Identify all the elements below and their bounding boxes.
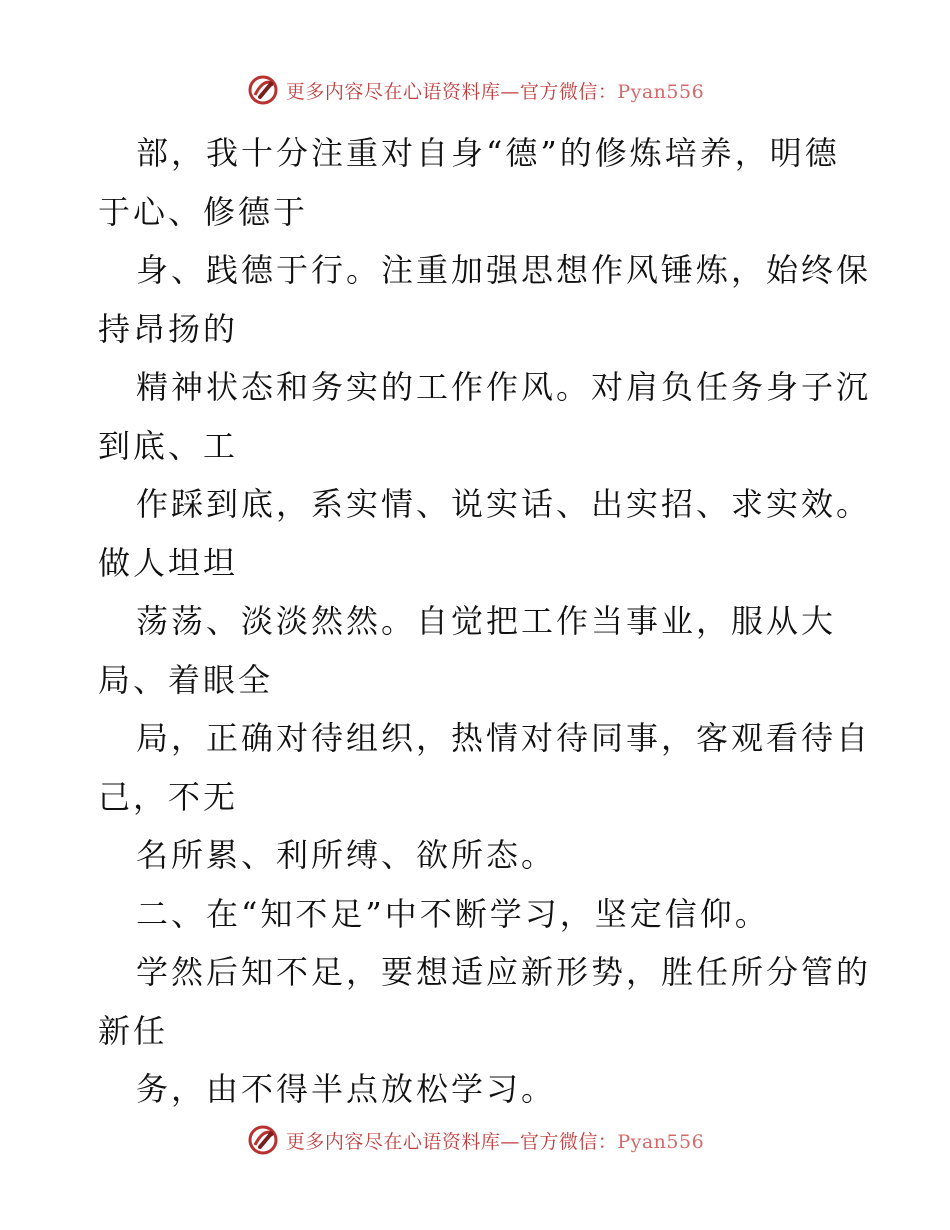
- footer-watermark: [0, 1120, 950, 1160]
- watermark-text: 更多内容尽在心语资料库—官方微信：Pyan556: [285, 1130, 705, 1153]
- text-line: 荡荡、淡淡然然。自觉把工作当事业，服从大: [136, 602, 837, 640]
- text-line: 于心、修德于: [98, 192, 309, 231]
- text-line: 局，正确对待组织，热情对待同事，客观看待自: [136, 719, 872, 757]
- text-line: 己，不无: [98, 777, 239, 816]
- document-body: [98, 124, 872, 1119]
- text-line: 到底、工: [98, 426, 239, 465]
- header-watermark: [0, 70, 950, 110]
- pen-swirl-logo-icon: [246, 1123, 280, 1157]
- text-line: 作踩到底，系实情、说实话、出实招、求实效。: [136, 485, 872, 523]
- text-line: 学然后知不足，要想适应新形势，胜任所分管的: [136, 953, 872, 991]
- text-line: 新任: [98, 1011, 169, 1050]
- watermark-text: 更多内容尽在心语资料库—官方微信：Pyan556: [285, 80, 705, 103]
- text-line: 局、着眼全: [98, 660, 274, 699]
- text-line: 名所累、利所缚、欲所态。: [136, 836, 557, 874]
- text-line: 精神状态和务实的工作作风。对肩负任务身子沉: [136, 368, 872, 406]
- watermark-wechat-id: Pyan556: [617, 80, 705, 103]
- text-line: 务，由不得半点放松学习。: [136, 1070, 557, 1108]
- text-line: 持昂扬的: [98, 309, 239, 348]
- section-heading: 二、在“知不足”中不断学习，坚定信仰。: [136, 894, 770, 933]
- text-line: 部，我十分注重对自身“德”的修炼培养，明德: [136, 134, 840, 172]
- text-line: 做人坦坦: [98, 543, 239, 582]
- pen-swirl-logo-icon: [246, 73, 280, 107]
- watermark-wechat-id: Pyan556: [617, 1130, 705, 1153]
- text-line: 身、践德于行。注重加强思想作风锤炼，始终保: [136, 251, 872, 289]
